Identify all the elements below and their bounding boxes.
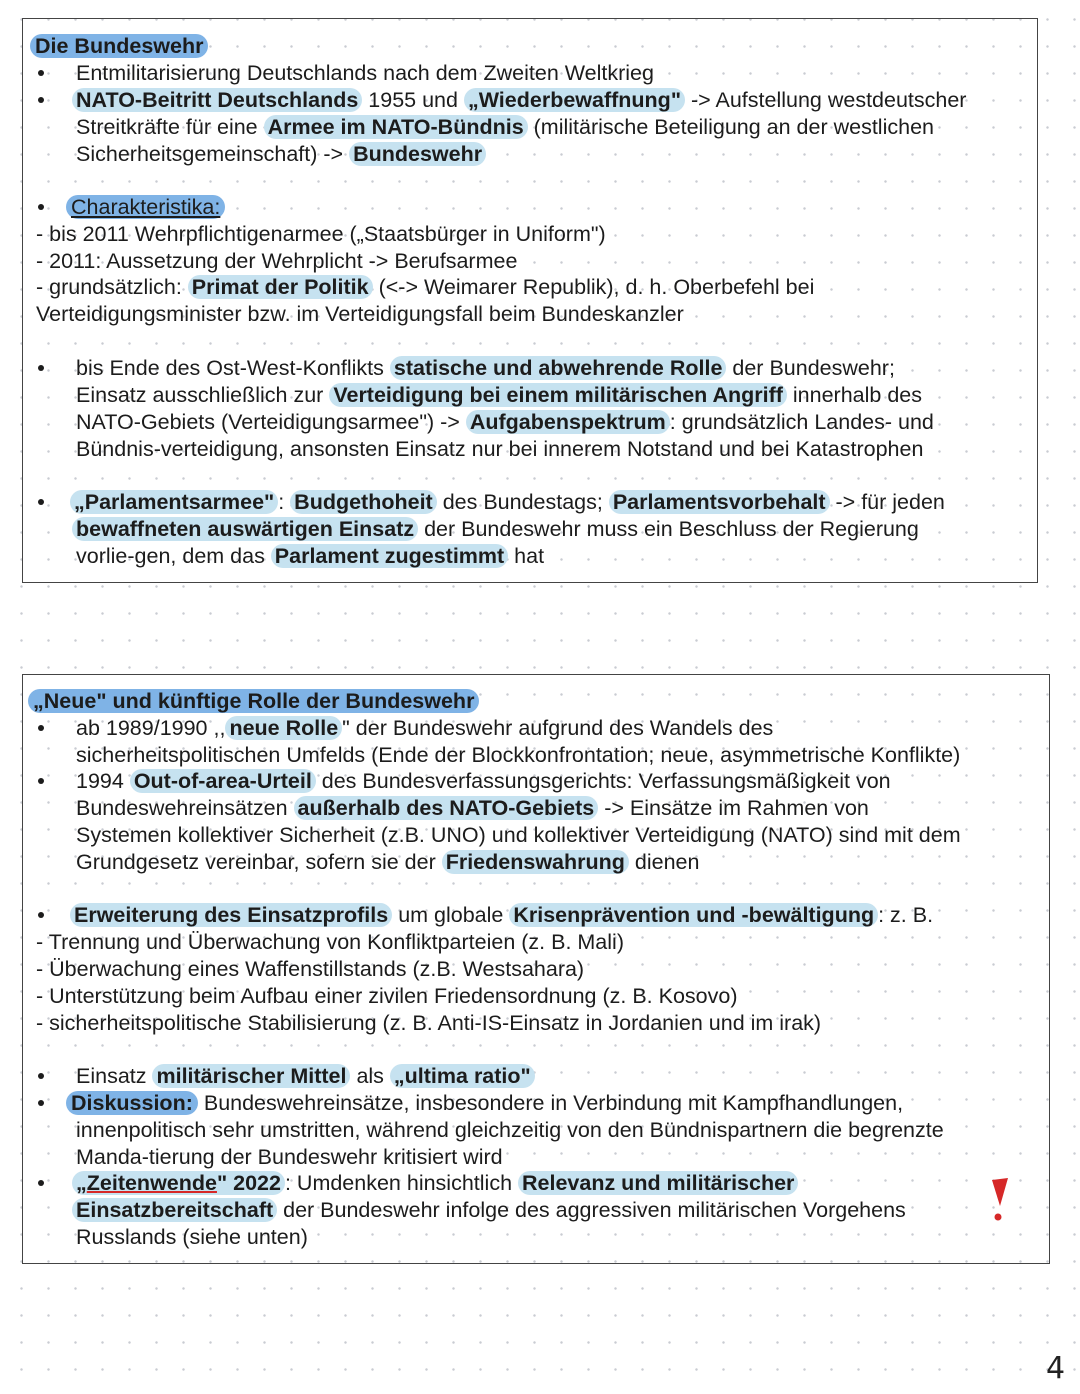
text-line: Verteidigungsminister bzw. im Verteidigungsfall beim Bundeskanzler (36, 302, 684, 326)
text-line: Diskussion: Bundeswehreinsätze, insbesondere in Verbindung mit Kampfhandlungen, (66, 1090, 903, 1117)
text-line: vorlie-gen, dem das Parlament zugestimmt hat (76, 544, 545, 568)
text-line: Bundeswehreinsätzen außerhalb des NATO-Gebiets -> Einsätze im Rahmen von (76, 796, 869, 820)
bullet (38, 1100, 44, 1106)
exclamation-icon (984, 1176, 1014, 1226)
text-line: Einsatz militärischer Mittel als „ultima ratio" (76, 1063, 535, 1090)
bullet (38, 97, 44, 103)
text-line: Bündnis-verteidigung, ansonsten Einsatz nur bei innerem Notstand und bei Katastrophen (76, 437, 924, 461)
text-line: - sicherheitspolitische Stabilisierung (z. B. Anti-IS-Einsatz in Jordanien und im irak) (36, 1011, 822, 1035)
text-line: - Unterstützung beim Aufbau einer zivilen Friedensordnung (z. B. Kosovo) (36, 984, 738, 1008)
text-line: - 2011: Aussetzung der Wehrplicht -> Berufsarmee (36, 249, 518, 273)
title-text: „Neue" und künftige Rolle der Bundeswehr (28, 689, 479, 713)
text-line: sicherheitspolitischen Umfelds (Ende der Blockkonfrontation; neue, asymmetrische Konflikte) (76, 743, 961, 767)
text-line: - Überwachung eines Waffenstillstands (z.B. Westsahara) (36, 957, 585, 981)
text-line: Einsatzbereitschaft der Bundeswehr infolge des aggressiven militärischen Vorgehens (72, 1197, 906, 1224)
section-title (28, 688, 479, 715)
text-line: Entmilitarisierung Deutschlands nach dem Zweiten Weltkrieg (76, 61, 654, 85)
bullet (38, 778, 44, 784)
text-line: Manda-tierung der Bundeswehr kritisiert wird (76, 1145, 503, 1169)
text-line: bewaffneten auswärtigen Einsatz der Bundeswehr muss ein Beschluss der Regierung (72, 516, 919, 543)
text-line: - bis 2011 Wehrpflichtigenarmee („Staatsbürger in Uniform") (36, 222, 606, 246)
text-line: Streitkräfte für eine Armee im NATO-Bündnis (militärische Beteiligung an der westlichen (76, 115, 934, 139)
title-text: Die Bundeswehr (30, 34, 208, 58)
text-line: innenpolitisch sehr umstritten, während gleichzeitig von den Bündnispartnern die begrenzte (76, 1118, 944, 1142)
section-title (30, 33, 208, 60)
bullet (38, 499, 44, 505)
bullet (38, 1180, 44, 1186)
text-line: Sicherheitsgemeinschaft) -> Bundeswehr (76, 141, 486, 168)
text-line: Systemen kollektiver Sicherheit (z.B. UNO) und kollektiver Verteidigung (NATO) sind mit dem (76, 823, 961, 847)
text-line: Russlands (siehe unten) (76, 1225, 308, 1249)
text-line: - Trennung und Überwachung von Konfliktparteien (z. B. Mali) (36, 930, 624, 954)
text-line: „Zeitenwende" 2022 : Umdenken hinsichtlich Relevanz und militärischer (72, 1170, 798, 1197)
bullet (38, 725, 44, 731)
text-line: - grundsätzlich: Primat der Politik (<-> Weimarer Republik), d. h. Oberbefehl bei (36, 275, 815, 299)
text-line: „Parlamentsarmee" : Budgethoheit des Bundestags; Parlamentsvorbehalt -> für jeden (70, 489, 945, 516)
text-line: ab 1989/1990 ,, neue Rolle " der Bundeswehr aufgrund des Wandels des (76, 716, 774, 740)
bullet (38, 1073, 44, 1079)
subheading: Charakteristika: (66, 194, 225, 221)
bullet (38, 365, 44, 371)
page-number: 4 (1046, 1351, 1066, 1386)
text-line: bis Ende des Ost-West-Konflikts statische und abwehrende Rolle der Bundeswehr; (76, 356, 895, 380)
bullet (38, 912, 44, 918)
text-line: 1994 Out-of-area-Urteil des Bundesverfassungsgerichts: Verfassungsmäßigkeit von (76, 769, 891, 793)
text-line: NATO-Gebiets (Verteidigungsarmee") -> Aufgabenspektrum : grundsätzlich Landes- und (76, 410, 934, 434)
text-line: Einsatz ausschließlich zur Verteidigung bei einem militärischen Angriff innerhalb des (76, 383, 922, 407)
bullet (38, 204, 44, 210)
text-line: Erweiterung des Einsatzprofils um globale Krisenprävention und -bewältigung : z. B. (70, 902, 933, 929)
text-line: Grundgesetz vereinbar, sofern sie der Friedenswahrung dienen (76, 850, 700, 874)
bullet (38, 70, 44, 76)
text-line: NATO-Beitritt Deutschlands 1955 und „Wiederbewaffnung" -> Aufstellung westdeutscher (72, 87, 966, 114)
